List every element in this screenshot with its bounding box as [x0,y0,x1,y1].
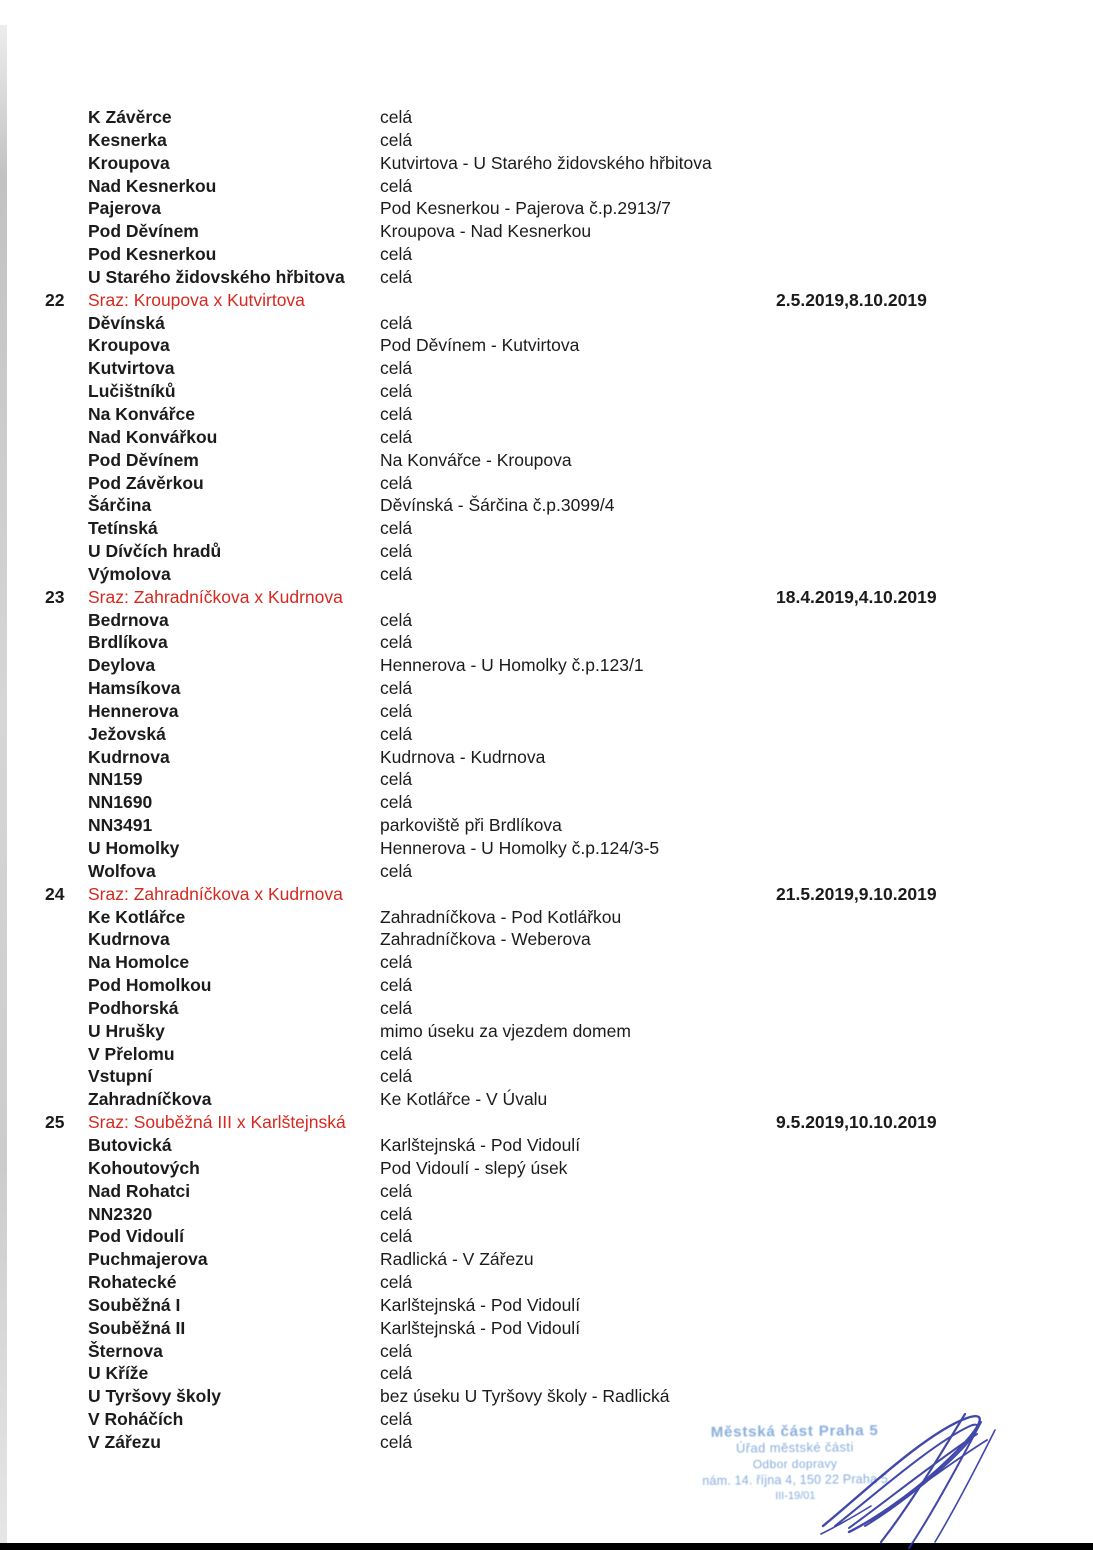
street-extent: celá [380,1203,413,1224]
stamp-office: Úřad městské části [735,1439,854,1456]
street-row [0,1432,1093,1455]
stamp-address: nám. 14. října 4, 150 22 Praha 5 [702,1472,889,1488]
stamp-number: III-19/01 [775,1489,816,1503]
street-extent: bez úseku U Tyršovy školy - Radlická [380,1386,670,1407]
street-extent: celá [380,1043,413,1064]
street-name: Na Konvářce [88,403,195,424]
street-row [0,564,1093,587]
street-name: U Hrušky [88,1020,165,1041]
street-name: Pod Děvínem [88,449,199,470]
street-name: Ježovská [88,723,166,744]
street-row [0,1226,1093,1249]
street-row [0,701,1093,724]
street-extent: celá [380,381,413,402]
street-name: Rohatecké [88,1272,177,1293]
street-extent: celá [380,403,413,424]
street-row [0,678,1093,701]
street-row [0,975,1093,998]
street-extent: celá [380,426,413,447]
street-name: Kroupova [88,152,170,173]
street-extent: celá [380,723,413,744]
street-name: Butovická [88,1134,172,1155]
street-row [0,1135,1093,1158]
street-extent: Pod Kesnerkou - Pajerova č.p.2913/7 [380,198,671,219]
street-row [0,952,1093,975]
street-row [0,153,1093,176]
street-extent: Kutvirtova - U Starého židovského hřbitova [380,152,712,173]
street-name: Hamsíkova [88,678,181,699]
street-extent: Děvínská - Šárčina č.p.3099/4 [380,495,615,516]
section-header-row [0,1112,1093,1135]
street-extent: Zahradníčkova - Weberova [380,929,591,950]
street-row [0,221,1093,244]
street-name: Kudrnova [88,929,170,950]
street-row [0,907,1093,930]
street-row [0,861,1093,884]
street-schedule-list [0,107,1093,1455]
street-name: Hennerova [88,700,179,721]
street-extent: Karlštejnská - Pod Vidoulí [380,1294,581,1315]
street-extent: Ke Kotlářce - V Úvalu [380,1089,548,1110]
street-row [0,632,1093,655]
street-row [0,1089,1093,1112]
street-name: Bedrnova [88,609,169,630]
street-extent: celá [380,1180,413,1201]
street-row [0,610,1093,633]
street-extent: celá [380,1066,413,1087]
street-row [0,998,1093,1021]
street-extent: celá [380,700,413,721]
street-row [0,1066,1093,1089]
street-name: Souběžná I [88,1294,181,1315]
street-extent: celá [380,860,413,881]
street-extent: celá [380,632,413,653]
street-name: Nad Rohatci [88,1180,191,1201]
street-extent: celá [380,1363,413,1384]
street-name: Kudrnova [88,746,170,767]
street-name: Děvínská [88,312,165,333]
street-extent: Pod Děvínem - Kutvirtova [380,335,580,356]
street-row [0,769,1093,792]
street-row [0,130,1093,153]
street-row [0,427,1093,450]
street-row [0,1044,1093,1067]
street-row [0,1204,1093,1227]
street-name: Pod Homolkou [88,975,212,996]
street-extent: Hennerova - U Homolky č.p.123/1 [380,655,644,676]
street-name: Kohoutových [88,1157,200,1178]
street-extent: Karlštejnská - Pod Vidoulí [380,1134,581,1155]
street-name: Podhorská [88,997,179,1018]
street-name: Šternova [88,1340,163,1361]
street-row [0,1386,1093,1409]
section-meeting-point: Sraz: Kroupova x Kutvirtova [88,289,305,310]
street-extent: celá [380,312,413,333]
street-extent: celá [380,472,413,493]
street-row [0,473,1093,496]
street-row [0,107,1093,130]
street-name: Pod Děvínem [88,221,199,242]
street-name: Kutvirtova [88,358,175,379]
street-name: Šárčina [88,495,152,516]
street-name: U Homolky [88,838,180,858]
street-row [0,518,1093,541]
street-row [0,404,1093,427]
street-extent: celá [380,358,413,379]
street-extent: celá [380,678,413,699]
street-name: Pod Vidoulí [88,1226,184,1247]
street-extent: Zahradníčkova - Pod Kotlářkou [380,906,622,927]
street-name: Pod Závěrkou [88,472,204,493]
street-extent: celá [380,997,413,1018]
street-name: Deylova [88,655,156,676]
street-row [0,838,1093,861]
street-row [0,1181,1093,1204]
street-name: NN3491 [88,815,153,836]
street-row [0,1021,1093,1044]
street-row [0,655,1093,678]
street-row [0,495,1093,518]
street-row [0,313,1093,336]
street-name: Vstupní [88,1066,153,1087]
street-name: U Kříže [88,1363,149,1384]
street-row [0,381,1093,404]
street-extent: celá [380,975,413,996]
section-dates: 9.5.2019,10.10.2019 [776,1112,937,1133]
street-extent: celá [380,1226,413,1247]
street-name: U Dívčích hradů [88,541,222,562]
street-extent: celá [380,244,413,265]
street-row [0,244,1093,267]
street-extent: celá [380,518,413,539]
section-dates: 2.5.2019,8.10.2019 [776,289,927,310]
street-name: U Tyršovy školy [88,1386,221,1407]
section-number: 25 [45,1112,65,1133]
street-name: Kesnerka [88,129,167,150]
section-meeting-point: Sraz: Souběžná III x Karlštejnská [88,1112,346,1133]
street-row [0,1363,1093,1386]
street-name: Zahradníčkova [88,1089,212,1110]
street-extent: celá [380,541,413,562]
section-dates: 18.4.2019,4.10.2019 [776,586,937,607]
street-extent: Kudrnova - Kudrnova [380,746,546,767]
street-extent: Pod Vidoulí - slepý úsek [380,1157,568,1178]
street-name: Souběžná II [88,1317,186,1338]
street-extent: mimo úseku za vjezdem domem [380,1020,631,1041]
street-name: Na Homolce [88,952,190,973]
street-name: NN1690 [88,792,153,813]
street-name: NN2320 [88,1203,153,1224]
street-name: Lučištníků [88,381,176,402]
street-extent: Kroupova - Nad Kesnerkou [380,221,592,242]
street-extent: celá [380,1431,413,1452]
street-row [0,450,1093,473]
street-name: Výmolova [88,563,171,584]
street-extent: celá [380,1409,413,1430]
street-row [0,747,1093,770]
street-extent: celá [380,769,413,790]
street-row [0,1295,1093,1318]
section-header-row [0,587,1093,610]
street-name: Pod Kesnerkou [88,244,217,265]
street-row [0,358,1093,381]
street-row [0,541,1093,564]
street-name: Puchmajerova [88,1249,208,1270]
street-name: Kroupova [88,335,170,356]
street-extent: celá [380,129,413,150]
section-header-row [0,884,1093,907]
street-name: Brdlíkova [88,632,168,653]
street-row [0,1341,1093,1364]
street-extent: Na Konvářce - Kroupova [380,449,572,470]
section-number: 22 [45,289,65,310]
street-name: V Roháčích [88,1409,184,1430]
street-name: Ke Kotlářce [88,906,186,927]
street-name: Wolfova [88,860,156,881]
street-row [0,198,1093,221]
street-name: U Starého židovského hřbitova [88,266,345,287]
street-row [0,267,1093,290]
street-row [0,929,1093,952]
street-name: Nad Kesnerkou [88,175,217,196]
street-name: V Zářezu [88,1431,161,1452]
street-name: K Závěrce [88,107,172,127]
section-number: 24 [45,883,65,904]
street-row [0,1409,1093,1432]
street-row [0,176,1093,199]
street-extent: celá [380,107,413,127]
section-meeting-point: Sraz: Zahradníčkova x Kudrnova [88,586,343,607]
street-row [0,815,1093,838]
scan-bottom-bar [0,1543,1093,1550]
street-row [0,792,1093,815]
street-extent: Radlická - V Zářezu [380,1249,534,1270]
street-name: Pajerova [88,198,161,219]
street-row [0,1249,1093,1272]
stamp-authority: Městská část Praha 5 [710,1422,879,1441]
street-row [0,1272,1093,1295]
street-row [0,1158,1093,1181]
street-extent: celá [380,792,413,813]
street-row [0,1318,1093,1341]
stamp-department: Odbor dopravy [752,1456,838,1472]
street-row [0,335,1093,358]
section-dates: 21.5.2019,9.10.2019 [776,883,937,904]
street-extent: celá [380,609,413,630]
street-extent: Hennerova - U Homolky č.p.124/3-5 [380,838,660,858]
section-header-row [0,290,1093,313]
street-name: Nad Konvářkou [88,426,218,447]
street-extent: celá [380,175,413,196]
street-name: V Přelomu [88,1043,175,1064]
street-name: NN159 [88,769,143,790]
street-extent: celá [380,1272,413,1293]
street-name: Tetínská [88,518,158,539]
street-extent: celá [380,266,413,287]
section-meeting-point: Sraz: Zahradníčkova x Kudrnova [88,883,343,904]
section-number: 23 [45,586,65,607]
street-extent: celá [380,563,413,584]
street-extent: celá [380,952,413,973]
street-extent: parkoviště při Brdlíkova [380,815,562,836]
street-row [0,724,1093,747]
street-extent: celá [380,1340,413,1361]
street-extent: Karlštejnská - Pod Vidoulí [380,1317,581,1338]
